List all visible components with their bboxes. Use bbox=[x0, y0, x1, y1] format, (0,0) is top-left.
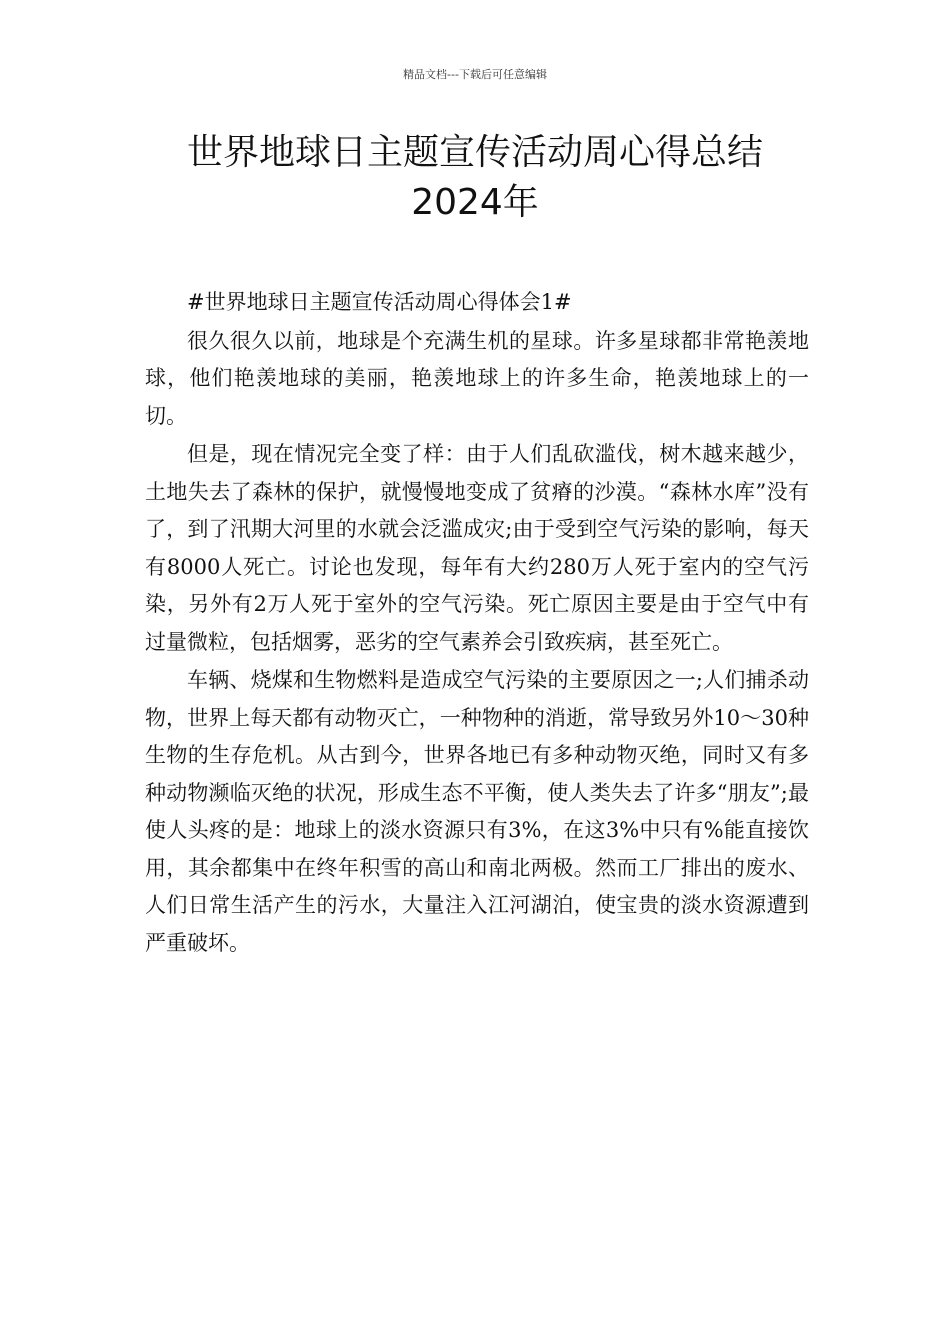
paragraph-2: 但是，现在情况完全变了样：由于人们乱砍滥伐，树木越来越少，土地失去了森林的保护，就慢慢地变成了贫瘠的沙漠。“森林水库”没有了，到了汛期大河里的水就会泛滥成灾;由于受到空气污染的影响，每天有8000人死亡。讨论也发现，每年有大约280万人死于室内的空气污染，另外有2万人死于室外的空气污染。死亡原因主要是由于空气中有过量微粒，包括烟雾，恶劣的空气素养会引致疾病，甚至死亡。 bbox=[145, 442, 809, 654]
paragraph-1: 很久很久以前，地球是个充满生机的星球。许多星球都非常艳羡地球，他们艳羡地球的美丽，艳羡地球上的许多生命，艳羡地球上的一切。 bbox=[145, 328, 809, 428]
header-note: 精品文档---下载后可任意编辑 bbox=[403, 68, 547, 81]
paragraph-3: 车辆、烧煤和生物燃料是造成空气污染的主要原因之一;人们捕杀动物，世界上每天都有动物灭亡，一种物种的消逝，常导致另外10～30种生物的生存危机。从古到今，世界各地已有多种动物灭绝，同时又有多种动物濒临灭绝的状况，形成生态不平衡，使人类失去了许多“朋友”;最使人头疼的是：地球上的淡水资源只有3%，在这3%中只有%能直接饮用，其余都集中在终年积雪的高山和南北两极。然而工厂排出的废水、人们日常生活产生的污水，大量注入江河湖泊，使宝贵的淡水资源遭到严重破坏。 bbox=[145, 668, 809, 955]
document-title bbox=[140, 128, 810, 228]
section-heading: #世界地球日主题宣传活动周心得体会1# bbox=[187, 290, 572, 314]
document-body bbox=[145, 284, 809, 962]
title-line-2: 2024年 bbox=[411, 182, 539, 223]
title-line-1: 世界地球日主题宣传活动周心得总结 bbox=[186, 132, 763, 173]
